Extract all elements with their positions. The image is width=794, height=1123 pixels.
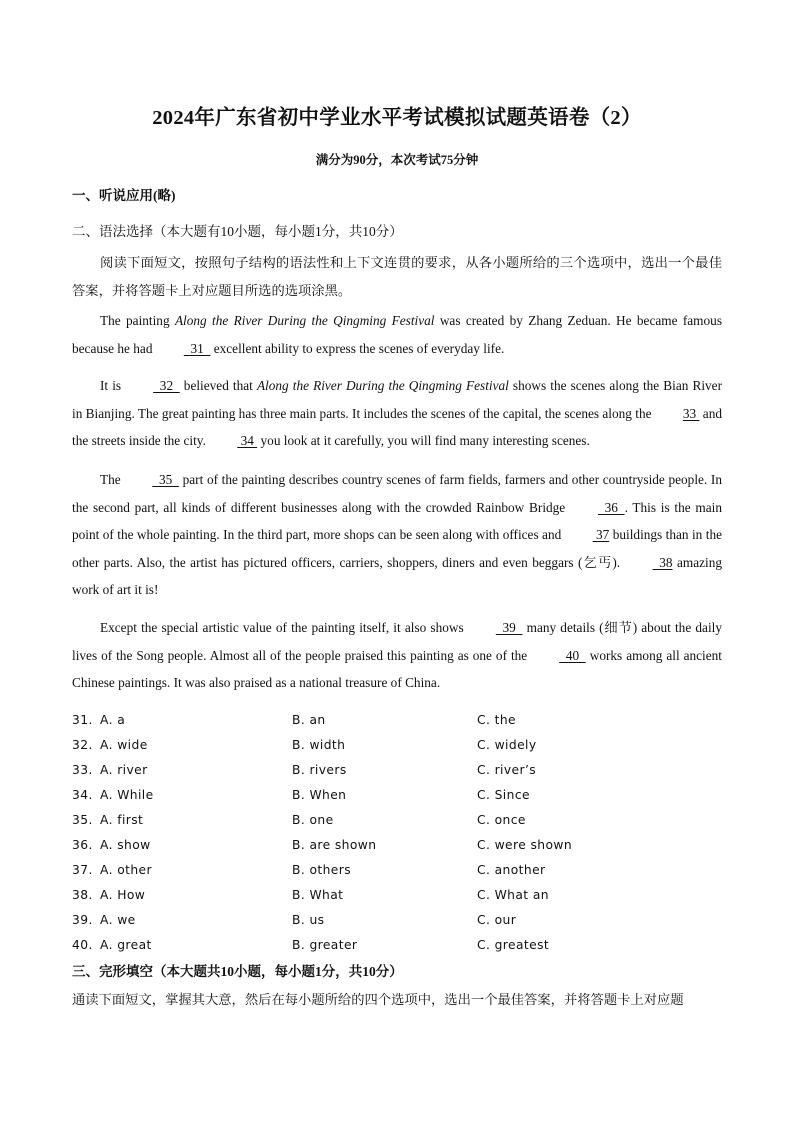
option-b: B. width (292, 738, 346, 752)
option-a: A. How (100, 888, 146, 902)
question-33-options (72, 758, 722, 783)
section-3-heading: 三、完形填空（本大题共10小题，每小题1分，共10分） (72, 964, 403, 979)
question-31-options (72, 708, 722, 733)
option-c: C. What an (477, 888, 549, 902)
blank-39: 39 (495, 620, 523, 635)
option-b: B. an (292, 713, 326, 727)
text: many details (细节) about the daily lives of the Song people. Almost all of the people praised this painting as one of the (72, 620, 722, 663)
section-2-instructions: 阅读下面短文，按照句子结构的语法性和上下文连贯的要求，从各小题所给的三个选项中，选出一个最佳答案，并将答题卡上对应题目所选的选项涂黑。 (72, 255, 722, 298)
text: and the streets inside the city. (72, 405, 722, 448)
text: shows the scenes along the Bian River in Bianjing. The great painting has three main parts. It includes the scenes of the capital, the scenes along the (72, 378, 722, 421)
question-number: 36. (72, 838, 93, 852)
text: The painting (100, 313, 175, 328)
text: The (100, 472, 125, 487)
passage-paragraph-2 (72, 372, 722, 455)
question-number: 31. (72, 713, 93, 727)
blank-40: 40 (559, 647, 586, 663)
blank-31: 31 (183, 340, 211, 356)
option-a: A. great (100, 938, 152, 952)
option-a: A. river (100, 763, 148, 777)
section-3-instructions: 通读下面短文，掌握其大意，然后在每小题所给的四个选项中，选出一个最佳答案，并将答题卡上对应题 (72, 992, 684, 1007)
answer-options (72, 708, 722, 958)
question-32-options (72, 733, 722, 758)
text: amazing work of art it is! (72, 554, 722, 597)
question-39-options (72, 908, 722, 933)
blank-33: 33 (682, 405, 700, 421)
option-c: C. another (477, 863, 546, 877)
option-c: C. our (477, 913, 517, 927)
question-number: 32. (72, 738, 93, 752)
blank-35: 35 (152, 472, 179, 487)
option-a: A. show (100, 838, 151, 852)
blank-38: 38 (652, 554, 673, 570)
option-b: B. others (292, 863, 352, 877)
option-a: A. a (100, 713, 126, 727)
option-a: A. While (100, 788, 154, 802)
text: you look at it carefully, you will find many interesting scenes. (257, 433, 590, 448)
text: was created by Zhang Zeduan. He became famous because he had (72, 313, 722, 356)
option-c: C. the (477, 713, 516, 727)
option-b: B. us (292, 913, 325, 927)
option-c: C. widely (477, 738, 537, 752)
option-c: C. were shown (477, 838, 573, 852)
text: Except the special artistic value of the painting itself, it also shows (100, 620, 468, 635)
text: It is (100, 378, 126, 393)
text: buildings than in the other parts. Also, the artist has pictured officers, carriers, shoppers, diners and even beggars (乞丐). (72, 527, 722, 570)
option-a: A. first (100, 813, 144, 827)
question-40-options (72, 933, 722, 958)
exam-title: 2024年广东省初中学业水平考试模拟试题英语卷（2） (152, 107, 642, 129)
question-number: 37. (72, 863, 93, 877)
option-c: C. Since (477, 788, 530, 802)
question-34-options (72, 783, 722, 808)
option-a: A. we (100, 913, 136, 927)
text: . This is the main point of the whole painting. In the third part, more shops can be seen along with offices and (72, 499, 722, 542)
option-b: B. rivers (292, 763, 347, 777)
option-b: B. greater (292, 938, 358, 952)
blank-37: 37 (592, 527, 610, 542)
question-number: 34. (72, 788, 93, 802)
question-38-options (72, 883, 722, 908)
option-a: A. other (100, 863, 152, 877)
question-number: 35. (72, 813, 93, 827)
text: works among all ancient Chinese paintings. It was also praised as a national treasure of China. (72, 647, 722, 690)
option-b: B. are shown (292, 838, 377, 852)
text: excellent ability to express the scenes of everyday life. (210, 340, 505, 356)
blank-36: 36 (597, 499, 625, 515)
passage-paragraph-4 (72, 614, 722, 697)
question-37-options (72, 858, 722, 883)
text: part of the painting describes country scenes of farm fields, farmers and other countryside people. In the second part, all kinds of different businesses along with the crowded Rainbow Bridge (72, 472, 722, 515)
question-35-options (72, 808, 722, 833)
option-c: C. river’s (477, 763, 537, 777)
option-c: C. greatest (477, 938, 550, 952)
section-2-heading: 二、语法选择（本大题有10小题，每小题1分，共10分） (72, 224, 403, 239)
option-b: B. one (292, 813, 334, 827)
question-number: 38. (72, 888, 93, 902)
exam-subtitle: 满分为90分，本次考试75分钟 (315, 153, 479, 167)
passage-paragraph-3 (72, 466, 722, 604)
blank-34: 34 (237, 433, 258, 448)
painting-name: Along the River During the Qingming Festival (174, 313, 435, 328)
passage-paragraph-1 (72, 307, 722, 362)
option-b: B. What (292, 888, 344, 902)
option-a: A. wide (100, 738, 148, 752)
painting-name: Along the River During the Qingming Festival (256, 378, 509, 393)
text: believed that (179, 378, 257, 393)
blank-32: 32 (153, 378, 180, 393)
question-36-options (72, 833, 722, 858)
option-c: C. once (477, 813, 526, 827)
option-b: B. When (292, 788, 347, 802)
question-number: 40. (72, 938, 93, 952)
section-1-heading: 一、听说应用(略) (72, 188, 176, 203)
question-number: 39. (72, 913, 93, 927)
question-number: 33. (72, 763, 93, 777)
